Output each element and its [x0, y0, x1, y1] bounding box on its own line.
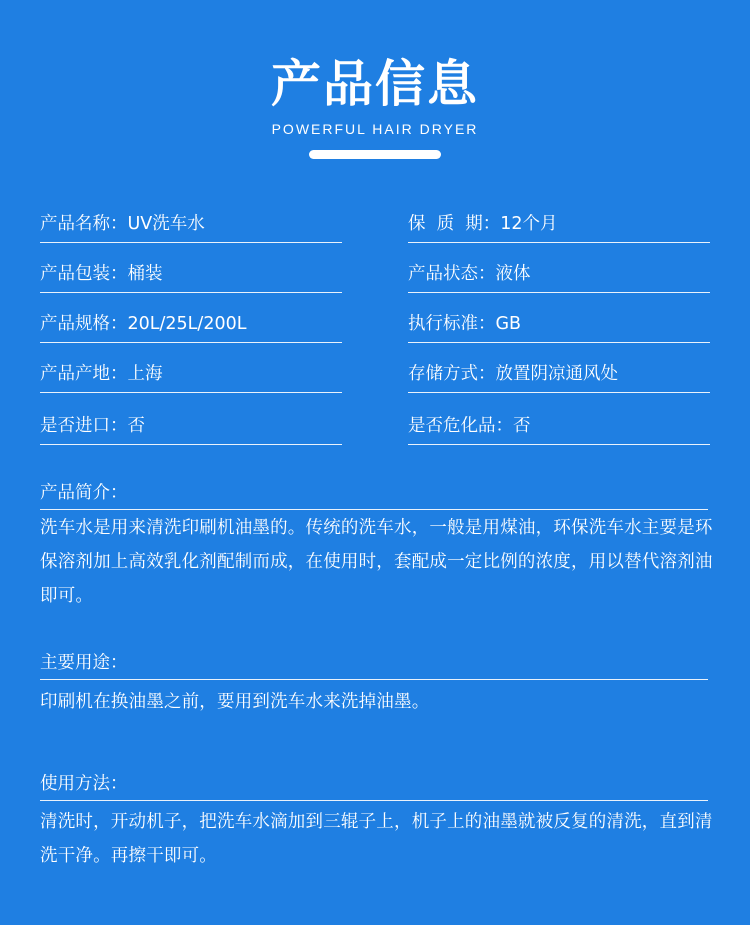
method-text: 清洗时，开动机子，把洗车水滴加到三辊子上，机子上的油墨就被反复的清洗，直到清洗干净。再擦干即可。 — [40, 812, 713, 866]
spec-label: 产品状态： — [408, 264, 496, 284]
spec-label: 产品规格： — [40, 314, 128, 334]
spec-value: 桶装 — [127, 264, 163, 284]
spec-label: 是否进口： — [40, 416, 128, 436]
intro-text: 洗车水是用来清洗印刷机油墨的。传统的洗车水，一般是用煤油，环保洗车水主要是环保溶剂加上高效乳化剂配制而成，在使用时，套配成一定比例的浓度，用以替代溶剂油即可。 — [40, 518, 713, 606]
spec-label: 保 质 期： — [408, 214, 501, 234]
title-underline-bar — [309, 150, 441, 159]
spec-label: 产品名称： — [40, 214, 128, 234]
spec-standard — [408, 312, 710, 343]
spec-label: 执行标准： — [408, 314, 496, 334]
spec-shelf-life — [408, 212, 710, 243]
spec-label: 存储方式： — [408, 364, 496, 384]
usage-text: 印刷机在换油墨之前，要用到洗车水来洗掉油墨。 — [40, 692, 430, 712]
spec-origin — [40, 362, 342, 393]
page-title: 产品信息 — [271, 55, 479, 113]
page-header — [0, 52, 750, 138]
spec-size — [40, 312, 342, 343]
spec-value: 12个月 — [500, 214, 558, 234]
spec-hazardous — [408, 414, 710, 445]
spec-value: 液体 — [495, 264, 531, 284]
spec-value: 上海 — [127, 364, 163, 384]
spec-value: GB — [495, 314, 522, 334]
method-label: 使用方法： — [40, 772, 708, 801]
spec-imported — [40, 414, 342, 445]
spec-label: 是否危化品： — [408, 416, 513, 436]
spec-packaging — [40, 262, 342, 293]
spec-state — [408, 262, 710, 293]
page-subtitle: POWERFUL HAIR DRYER — [271, 121, 479, 137]
spec-value: 放置阴凉通风处 — [495, 364, 618, 384]
spec-label: 产品包装： — [40, 264, 128, 284]
intro-label: 产品简介： — [40, 481, 708, 510]
spec-value: UV洗车水 — [127, 214, 205, 234]
spec-value: 否 — [513, 416, 531, 436]
spec-storage — [408, 362, 710, 393]
usage-label: 主要用途： — [40, 651, 708, 680]
spec-value: 否 — [127, 416, 145, 436]
spec-label: 产品产地： — [40, 364, 128, 384]
spec-value: 20L/25L/200L — [127, 314, 247, 334]
spec-product-name — [40, 212, 342, 243]
